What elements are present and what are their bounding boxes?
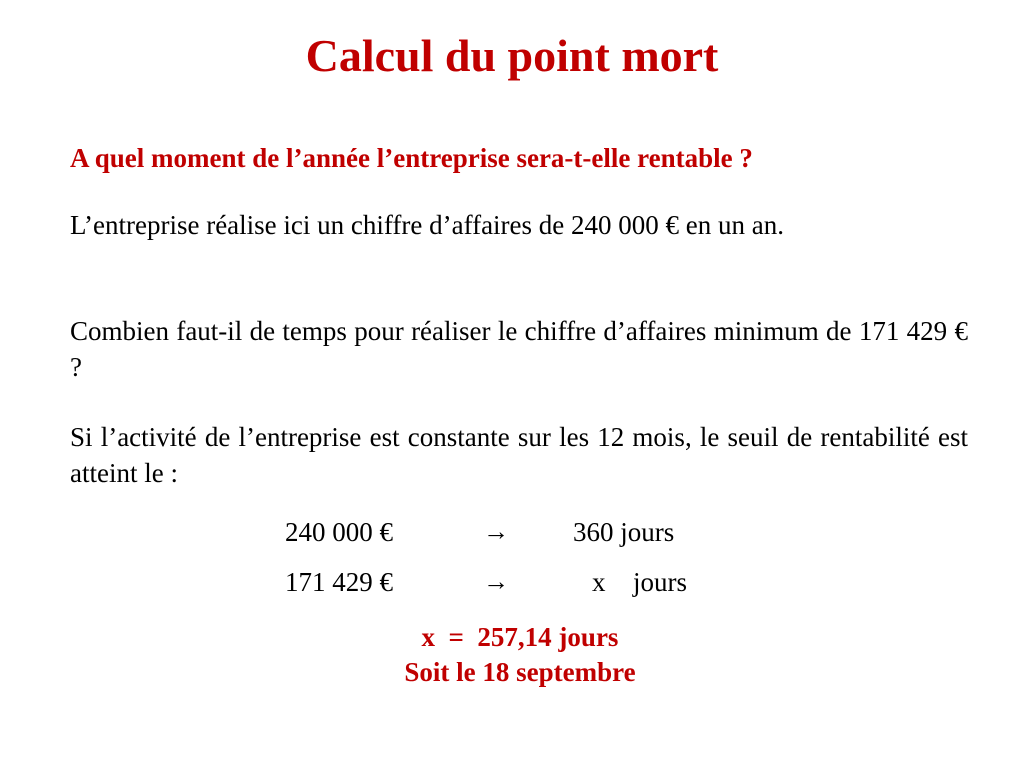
paragraph-threshold: Si l’activité de l’entreprise est constante sur les 12 mois, le seuil de rentabilité est atteint le : xyxy=(70,422,968,488)
paragraph-revenue: L’entreprise réalise ici un chiffre d’affaires de 240 000 € en un an. xyxy=(70,210,784,240)
paragraph-question-time: Combien faut-il de temps pour réaliser le chiffre d’affaires minimum de 171 429 € ? xyxy=(70,316,968,382)
right-arrow-icon: → xyxy=(483,567,509,596)
proportion-unknown: x xyxy=(592,567,606,597)
proportion-amount: 240 000 € xyxy=(285,517,393,547)
right-arrow-icon: → xyxy=(483,517,509,546)
result-date: Soit le 18 septembre xyxy=(404,657,636,687)
slide-title: Calcul du point mort xyxy=(305,30,719,81)
proportion-unit: jours xyxy=(633,567,687,597)
proportion-days: 360 jours xyxy=(573,517,675,547)
question-heading: A quel moment de l’année l’entreprise sera-t-elle rentable ? xyxy=(70,143,753,173)
result-equation: x = 257,14 jours xyxy=(421,622,619,652)
proportion-amount: 171 429 € xyxy=(285,567,393,597)
